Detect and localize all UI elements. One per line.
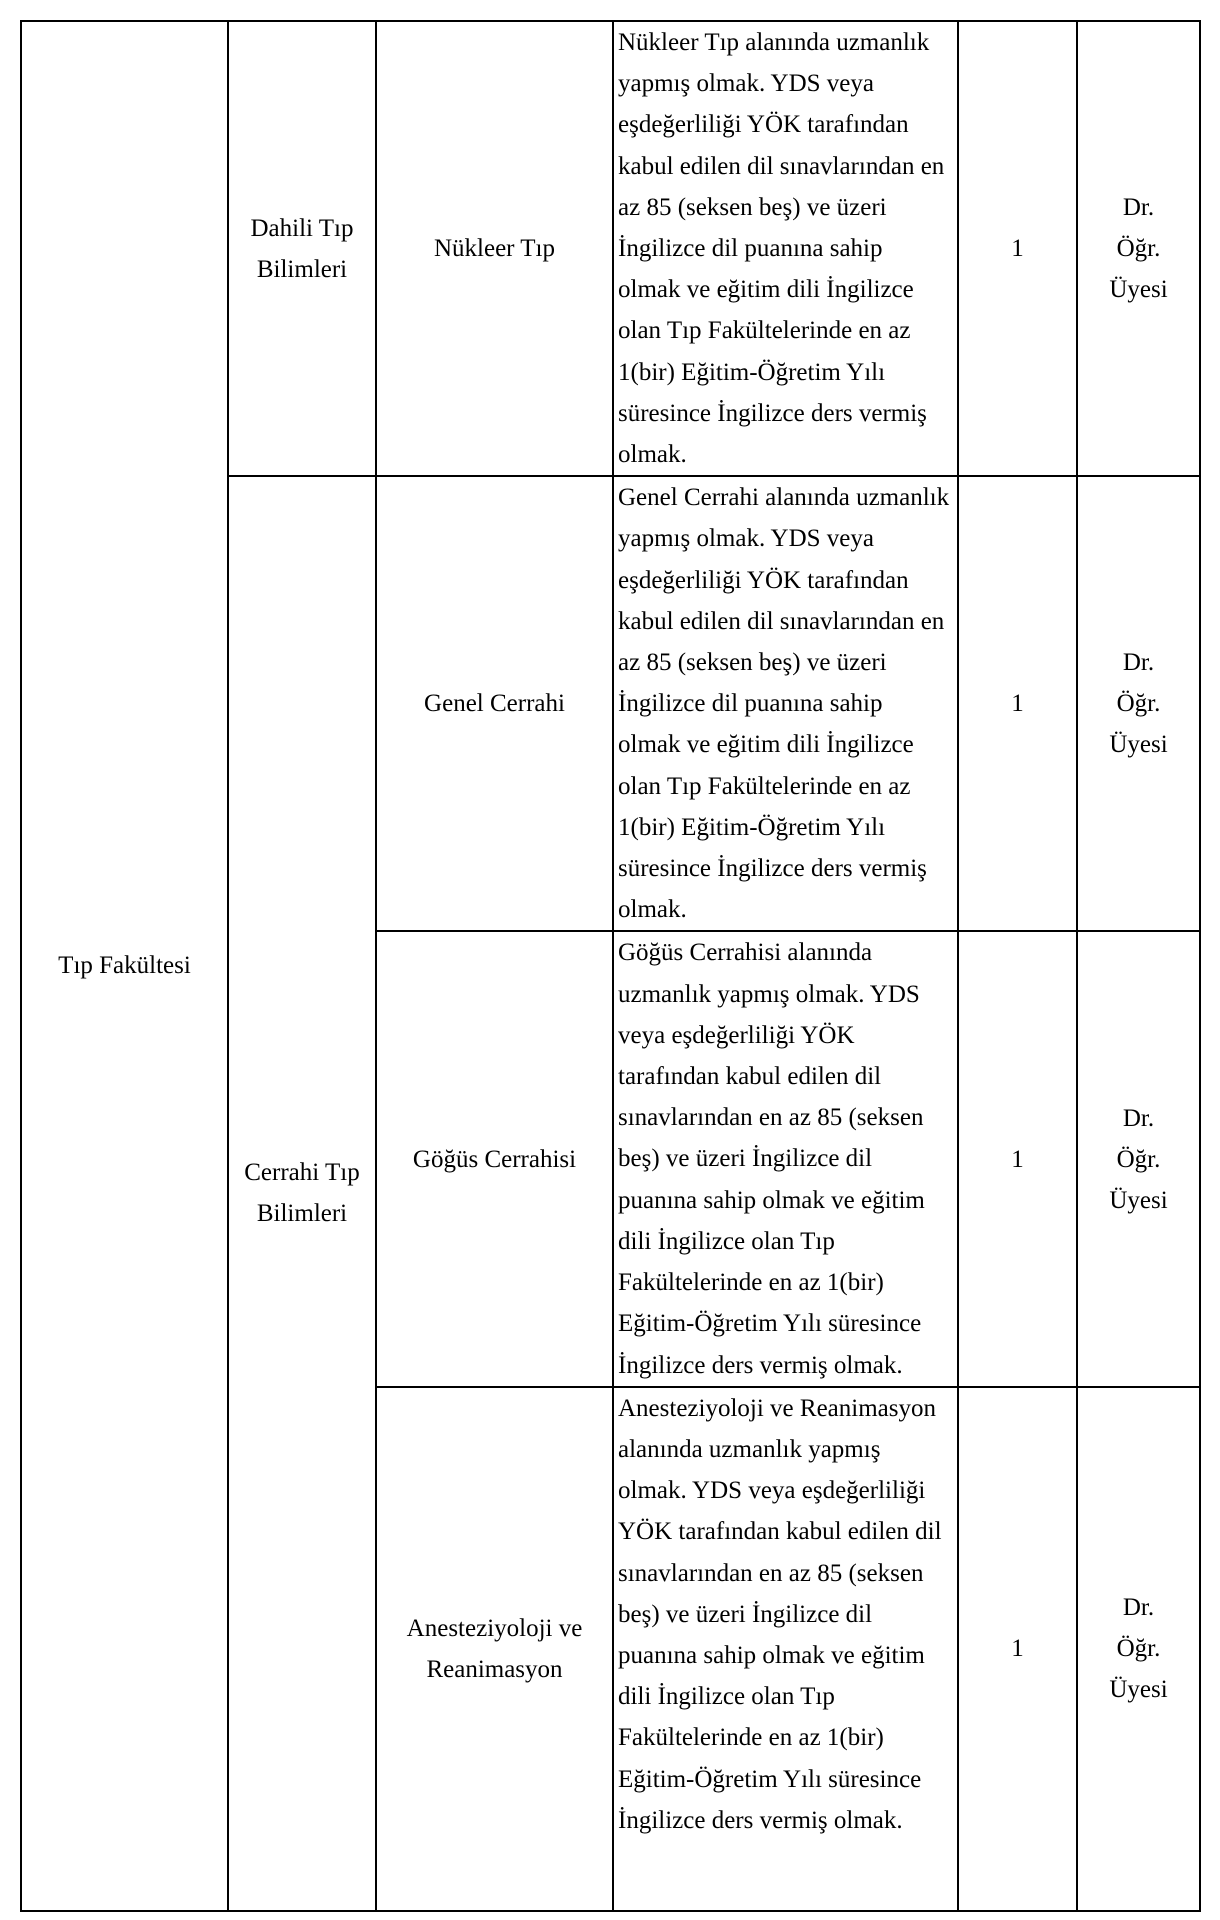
title-cell: Dr. Öğr. Üyesi [1077, 931, 1200, 1386]
positions-table [20, 20, 1201, 1912]
requirement-cell: Anesteziyoloji ve Reanimasyon alanında uzmanlık yapmış olmak. YDS veya eşdeğerliliği YÖK tarafından kabul edilen dil sınavlarından en az 85 (seksen beş) ve üzeri İngilizce dil puanına sahip olmak ve eğitim dili İngilizce olan Tıp Fakültelerinde en az 1(bir) Eğitim-Öğretim Yılı süresince İngilizce ders vermiş olmak. [613, 1387, 958, 1911]
department-cell: Dahili Tıp Bilimleri [228, 21, 376, 476]
program-cell: Göğüs Cerrahisi [376, 931, 613, 1386]
count-cell: 1 [958, 21, 1077, 476]
title-cell: Dr. Öğr. Üyesi [1077, 21, 1200, 476]
program-cell: Genel Cerrahi [376, 476, 613, 931]
faculty-cell: Tıp Fakültesi [21, 21, 228, 1911]
table-row [21, 21, 1200, 476]
department-cell: Cerrahi Tıp Bilimleri [228, 476, 376, 1910]
count-cell: 1 [958, 1387, 1077, 1911]
title-cell: Dr. Öğr. Üyesi [1077, 476, 1200, 931]
requirement-cell: Genel Cerrahi alanında uzmanlık yapmış olmak. YDS veya eşdeğerliliği YÖK tarafından kabul edilen dil sınavlarından en az 85 (seksen beş) ve üzeri İngilizce dil puanına sahip olmak ve eğitim dili İngilizce olan Tıp Fakültelerinde en az 1(bir) Eğitim-Öğretim Yılı süresince İngilizce ders vermiş olmak. [613, 476, 958, 931]
title-cell: Dr. Öğr. Üyesi [1077, 1387, 1200, 1911]
program-cell: Anesteziyoloji ve Reanimasyon [376, 1387, 613, 1911]
requirement-cell: Göğüs Cerrahisi alanında uzmanlık yapmış olmak. YDS veya eşdeğerliliği YÖK tarafından kabul edilen dil sınavlarından en az 85 (seksen beş) ve üzeri İngilizce dil puanına sahip olmak ve eğitim dili İngilizce olan Tıp Fakültelerinde en az 1(bir) Eğitim-Öğretim Yılı süresince İngilizce ders vermiş olmak. [613, 931, 958, 1386]
count-cell: 1 [958, 476, 1077, 931]
requirement-cell: Nükleer Tıp alanında uzmanlık yapmış olmak. YDS veya eşdeğerliliği YÖK tarafından kabul edilen dil sınavlarından en az 85 (seksen beş) ve üzeri İngilizce dil puanına sahip olmak ve eğitim dili İngilizce olan Tıp Fakültelerinde en az 1(bir) Eğitim-Öğretim Yılı süresince İngilizce ders vermiş olmak. [613, 21, 958, 476]
count-cell: 1 [958, 931, 1077, 1386]
program-cell: Nükleer Tıp [376, 21, 613, 476]
